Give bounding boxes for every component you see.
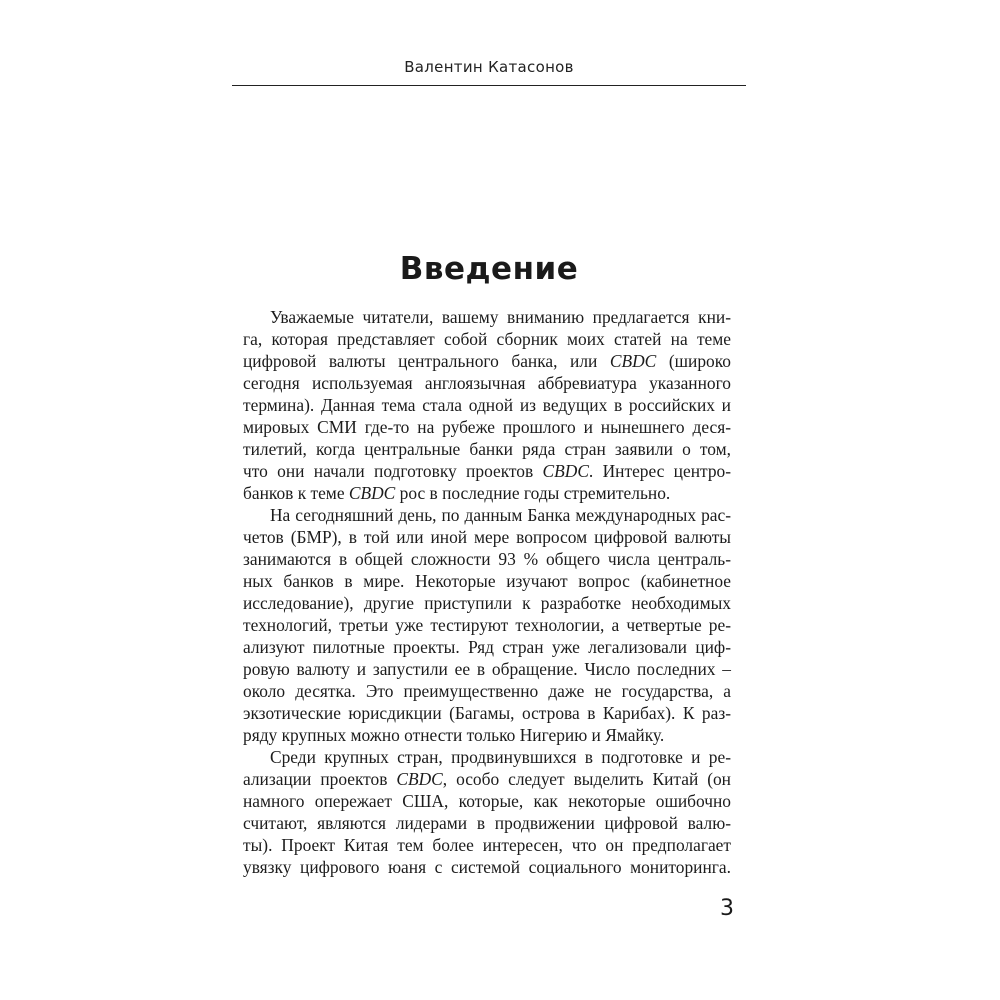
text-line: исследование), другие приступили к разработке необходимых	[243, 593, 731, 613]
text-line: намного опережает США, которые, как некоторые ошибочно	[243, 791, 731, 811]
text-line: га, которая представляет собой сборник моих статей на теме	[243, 329, 731, 349]
text-line: На сегодняшний день, по данным Банка международных рас-	[270, 505, 731, 525]
text-line: Уважаемые читатели, вашему вниманию предлагается кни-	[270, 307, 731, 327]
text-line: ряду крупных можно отнести только Нигерию и Ямайку.	[243, 725, 665, 745]
abbreviation-cbdc: CBDC	[609, 351, 657, 371]
abbreviation-cbdc: CBDC	[348, 483, 396, 503]
running-head-author: Валентин Катасонов	[404, 58, 574, 76]
text-line: увязку цифрового юаня с системой социального мониторинга.	[243, 857, 731, 877]
text-line: термина). Данная тема стала одной из ведущих в российских и	[243, 395, 731, 415]
text-line: ных банков в мире. Некоторые изучают вопрос (кабинетное	[243, 571, 731, 591]
text-line: цифровой валюты центрального банка, или CBDC (широко	[243, 351, 731, 371]
text-line: сегодня используемая англоязычная аббревиатура указанного	[243, 373, 731, 393]
text-line: считают, являются лидерами в продвижении цифровой валю-	[243, 813, 731, 833]
text-line: ализуют пилотные проекты. Ряд стран уже легализовали циф-	[243, 637, 731, 657]
text-line: около десятка. Это преимущественно даже не государства, а	[243, 681, 731, 701]
text-line: ализации проектов CBDC, особо следует выделить Китай (он	[243, 769, 731, 789]
text-line: экзотические юрисдикции (Багамы, острова в Карибах). К раз-	[243, 703, 731, 723]
text-line: тилетий, когда центральные банки ряда стран заявили о том,	[243, 439, 731, 459]
text-line: технологий, третьи уже тестируют технологии, а четвертые ре-	[243, 615, 731, 635]
text-line: банков к теме CBDC рос в последние годы стремительно.	[243, 483, 671, 503]
body-text	[243, 306, 731, 878]
text-line: занимаются в общей сложности 93 % общего числа централь-	[243, 549, 731, 569]
text-line: что они начали подготовку проектов CBDC. Интерес центро-	[243, 461, 732, 481]
text-line: мировых СМИ где-то на рубеже прошлого и нынешнего деся-	[243, 417, 731, 437]
abbreviation-cbdc: CBDC	[542, 461, 589, 481]
header-rule	[232, 85, 746, 86]
chapter-title: Введение	[399, 251, 579, 287]
text-line: Среди крупных стран, продвинувшихся в подготовке и ре-	[270, 747, 731, 767]
page-number: 3	[720, 896, 734, 921]
text-line: ровую валюту и запустили ее в обращение. Число последних –	[243, 659, 731, 679]
text-line: четов (БМР), в той или иной мере вопросом цифровой валюты	[243, 527, 731, 547]
text-line: ты). Проект Китая тем более интересен, что он предполагает	[243, 835, 731, 855]
abbreviation-cbdc: CBDC	[396, 769, 443, 789]
